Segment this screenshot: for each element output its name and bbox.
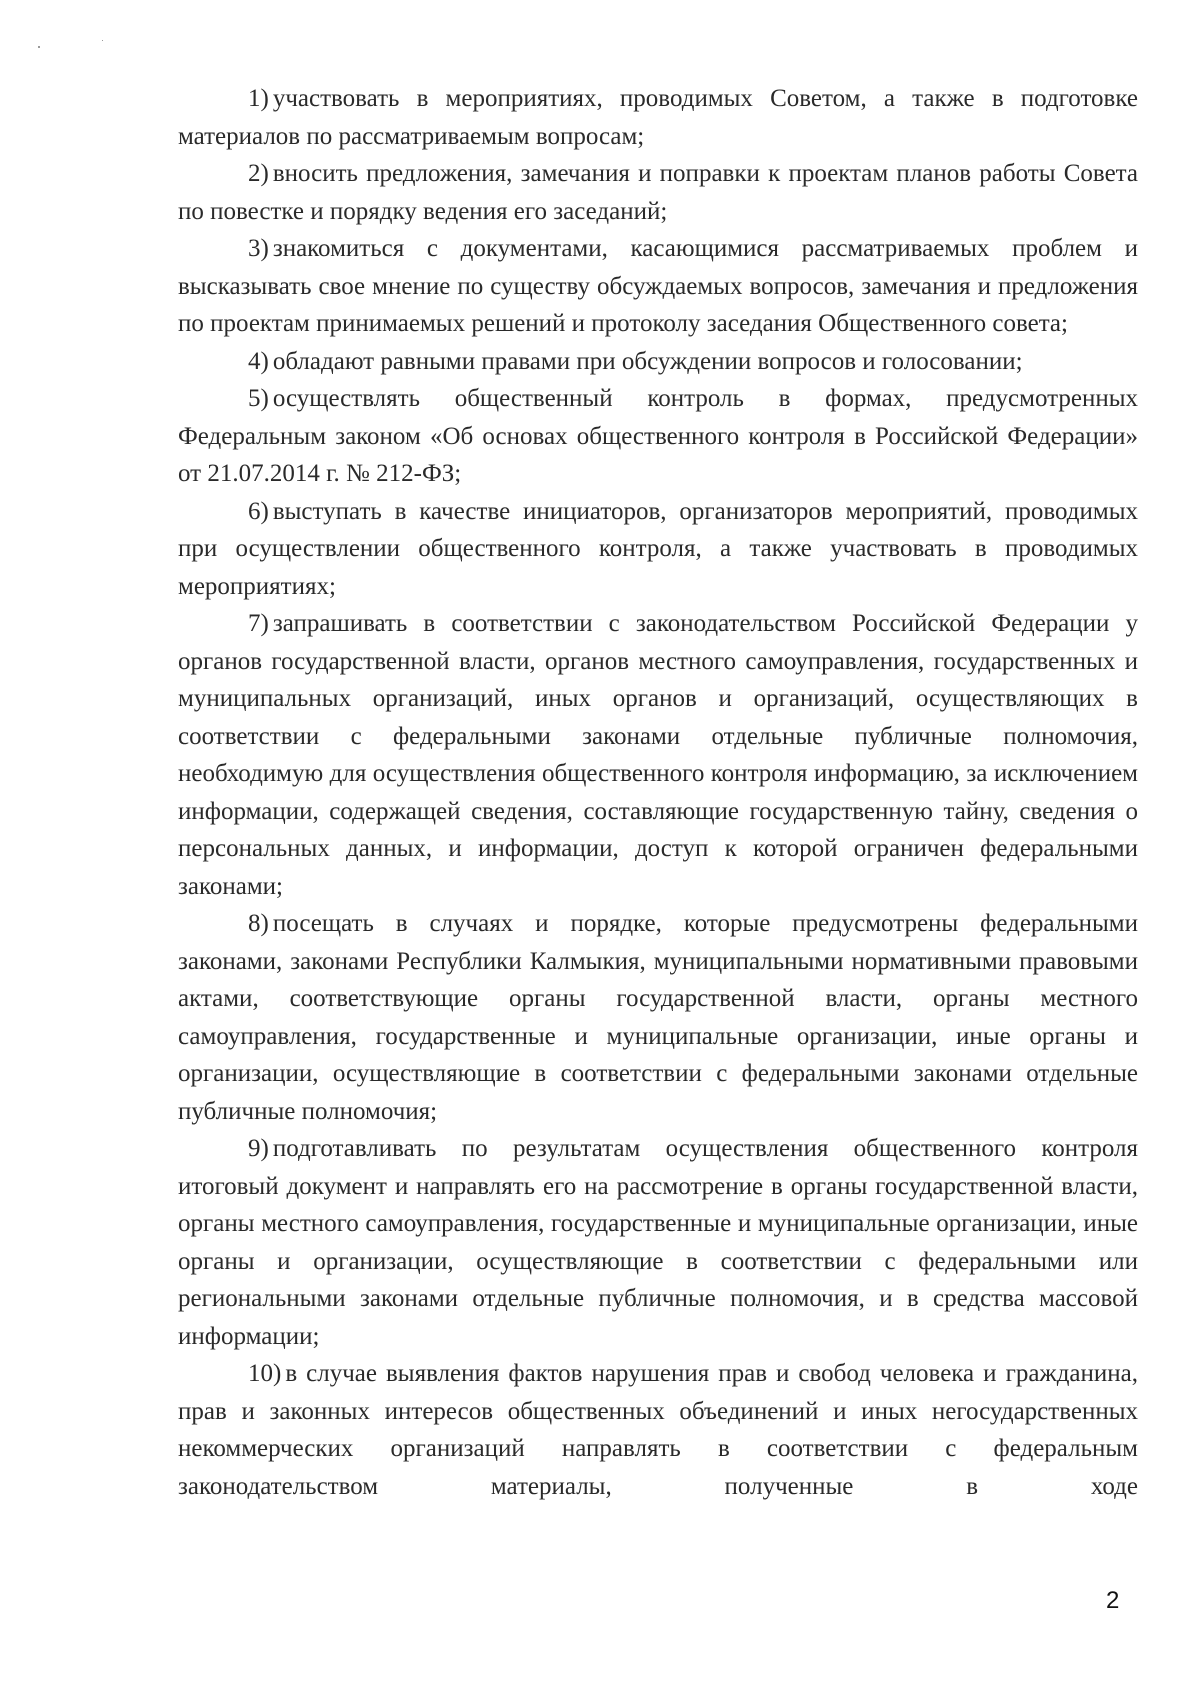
list-item-text: участвовать в мероприятиях, проводимых Советом, а также в подготовке материалов по рассматриваемым вопросам; — [178, 85, 1138, 150]
list-item-number: 1) — [248, 85, 269, 112]
list-item-text: выступать в качестве инициаторов, организаторов мероприятий, проводимых при осуществлении общественного контроля, а также участвовать в проводимых мероприятиях; — [178, 497, 1138, 600]
list-item-number: 7) — [248, 610, 269, 637]
list-item — [178, 155, 1138, 230]
list-item-number: 6) — [248, 497, 269, 525]
list-item — [178, 1130, 1138, 1355]
list-item-text: осуществлять общественный контроль в формах, предусмотренных Федеральным законом «Об основах общественного контроля в Российской Федерации» от 21.07.2014 г. № 212-ФЗ; — [178, 385, 1138, 487]
list-item-text: запрашивать в соответствии с законодательством Российской Федерации у органов государственной власти, органов местного самоуправления, государственных и муниципальных организаций, иных органов и организаций, осуществляющих в соответствии с федеральными законами отдельные публичные полномочия, необходимую для осуществления общественного контроля информацию, за исключением информации, содержащей сведения, составляющие государственную тайну, сведения о персональных данных, и информации, доступ к которой ограничен федеральными законами; — [178, 610, 1138, 900]
list-item-number: 10) — [248, 1360, 282, 1387]
list-item-text: обладают равными правами при обсуждении вопросов и голосовании; — [272, 347, 1023, 375]
list-item-number: 2) — [248, 160, 269, 187]
list-item-number: 8) — [248, 910, 269, 937]
list-item — [178, 493, 1138, 606]
list-item — [178, 605, 1138, 905]
page-number: 2 — [1106, 1587, 1120, 1614]
list-item-number: 4) — [248, 347, 269, 375]
list-item — [178, 230, 1138, 343]
list-item-text: в случае выявления фактов нарушения прав и свобод человека и гражданина, прав и законных интересов общественных объединений и иных негосударственных некоммерческих организаций направлять в соответствии с федеральным законодательством материалы, полученные в ходе — [178, 1360, 1138, 1500]
list-item — [178, 80, 1138, 155]
list-item-number: 5) — [248, 385, 269, 412]
list-item-number: 3) — [248, 235, 269, 262]
list-item-text: посещать в случаях и порядке, которые предусмотрены федеральными законами, законами Республики Калмыкия, муниципальными нормативными правовыми актами, соответствующие органы государственной власти, органы местного самоуправления, государственные и муниципальные организации, иные органы и организации, осуществляющие в соответствии с федеральными законами отдельные публичные полномочия; — [178, 910, 1138, 1125]
list-item-text: вносить предложения, замечания и поправки к проектам планов работы Совета по повестке и порядку ведения его заседаний; — [178, 160, 1138, 225]
list-item-text: подготавливать по результатам осуществления общественного контроля итоговый документ и направлять его на рассмотрение в органы государственной власти, органы местного самоуправления, государственные и муниципальные организации, иные органы и организации, осуществляющие в соответствии с федеральными или региональными законами отдельные публичные полномочия, и в средства массовой информации; — [178, 1135, 1138, 1350]
scan-speck — [38, 46, 40, 48]
list-item-number: 9) — [248, 1135, 269, 1162]
document-body — [178, 80, 1138, 1505]
list-item — [178, 905, 1138, 1130]
list-item — [178, 1355, 1138, 1505]
scan-speck — [102, 40, 103, 41]
list-item — [178, 380, 1138, 493]
list-item — [178, 343, 1138, 381]
list-item-text: знакомиться с документами, касающимися рассматриваемых проблем и высказывать свое мнение по существу обсуждаемых вопросов, замечания и предложения по проектам принимаемых решений и протоколу заседания Общественного совета; — [178, 235, 1138, 337]
